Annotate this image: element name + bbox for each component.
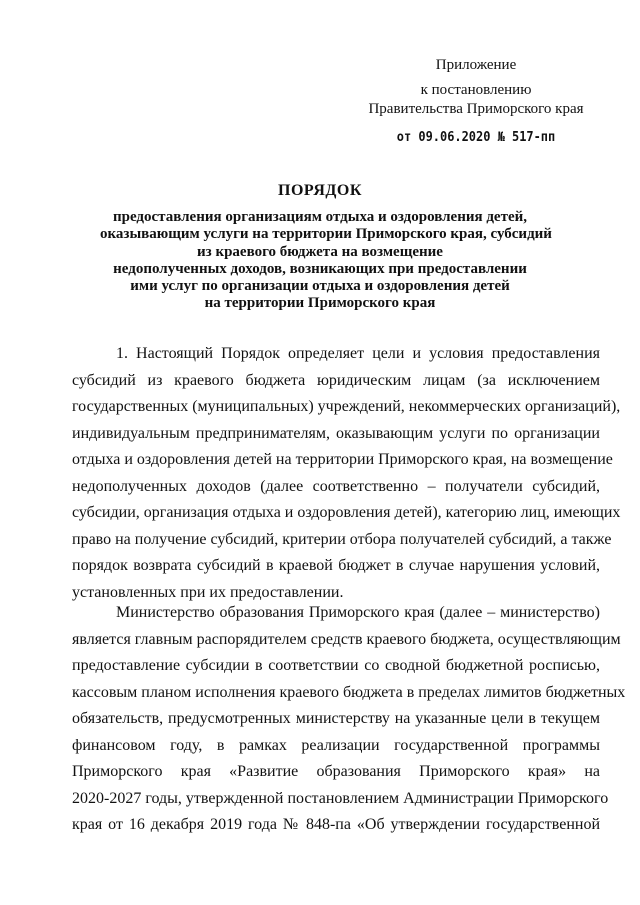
paragraph-line: установленных при их предоставлении.	[72, 583, 344, 601]
paragraph-line: недополученных доходов (далее соответственно – получатели субсидий,	[72, 477, 600, 495]
subtitle-line: недополученных доходов, возникающих при предоставлении	[113, 260, 527, 277]
paragraph-line: является главным распорядителем средств краевого бюджета, осуществляющим	[72, 630, 621, 648]
annex-label: Приложение	[435, 57, 517, 73]
subtitle-line: предоставления организациям отдыха и оздоровления детей,	[112, 209, 528, 225]
paragraph-line: обязательств, предусмотренных министерству на указанные цели в текущем	[72, 710, 600, 728]
paragraph-line: кассовым планом исполнения краевого бюджета в пределах лимитов бюджетных	[72, 683, 626, 701]
subtitle-line: на территории Приморского края	[204, 295, 436, 312]
paragraph-line: 2020-2027 годы, утвержденной постановлением Администрации Приморского	[72, 789, 609, 807]
paragraph-2	[72, 600, 626, 839]
paragraph-line: финансовом году, в рамках реализации государственной программы	[72, 736, 600, 754]
paragraph-line: субсидии, организация отдыха и оздоровления детей), категорию лиц, имеющих	[72, 504, 621, 522]
paragraph-line: отдыха и оздоровления детей на территории Приморского края, на возмещение	[72, 451, 613, 469]
paragraph-line: края от 16 декабря 2019 года № 848-па «Об утверждении государственной	[72, 816, 600, 834]
paragraph-line: субсидий из краевого бюджета юридическим лицам (за исключением	[72, 371, 600, 389]
annex-date-number-stamp: от 09.06.2020 № 517-пп	[396, 130, 556, 145]
annex-block	[356, 56, 596, 147]
subtitle-line: ими услуг по организации отдыха и оздоровления детей	[130, 278, 510, 295]
paragraph-line: порядок возврата субсидий в краевой бюджет в случае нарушения условий,	[72, 557, 600, 575]
paragraph-line: 1. Настоящий Порядок определяет цели и условия предоставления	[116, 345, 600, 362]
subtitle-line: оказывающим услуги на территории Приморского края, субсидий	[100, 226, 552, 243]
document-title: ПОРЯДОК	[278, 182, 362, 199]
annex-government: Правительства Приморского края	[368, 101, 584, 117]
subtitle-line: из краевого бюджета на возмещение	[197, 243, 443, 260]
paragraph-line: право на получение субсидий, критерии отбора получателей субсидий, а также	[72, 530, 612, 548]
paragraph-line: Приморского края «Развитие образования Приморского края» на	[72, 763, 600, 781]
document-subtitle	[100, 209, 552, 313]
paragraph-line: индивидуальным предпринимателям, оказывающим услуги по организации	[72, 424, 600, 442]
paragraph-line: Министерство образования Приморского края (далее – министерство)	[116, 604, 600, 621]
paragraph-line: государственных (муниципальных) учреждений, некоммерческих организаций),	[72, 398, 621, 416]
annex-resolution-ref: к постановлению	[420, 82, 532, 98]
paragraph-1	[72, 341, 621, 606]
paragraph-line: предоставление субсидии в соответствии со сводной бюджетной росписью,	[72, 657, 600, 675]
